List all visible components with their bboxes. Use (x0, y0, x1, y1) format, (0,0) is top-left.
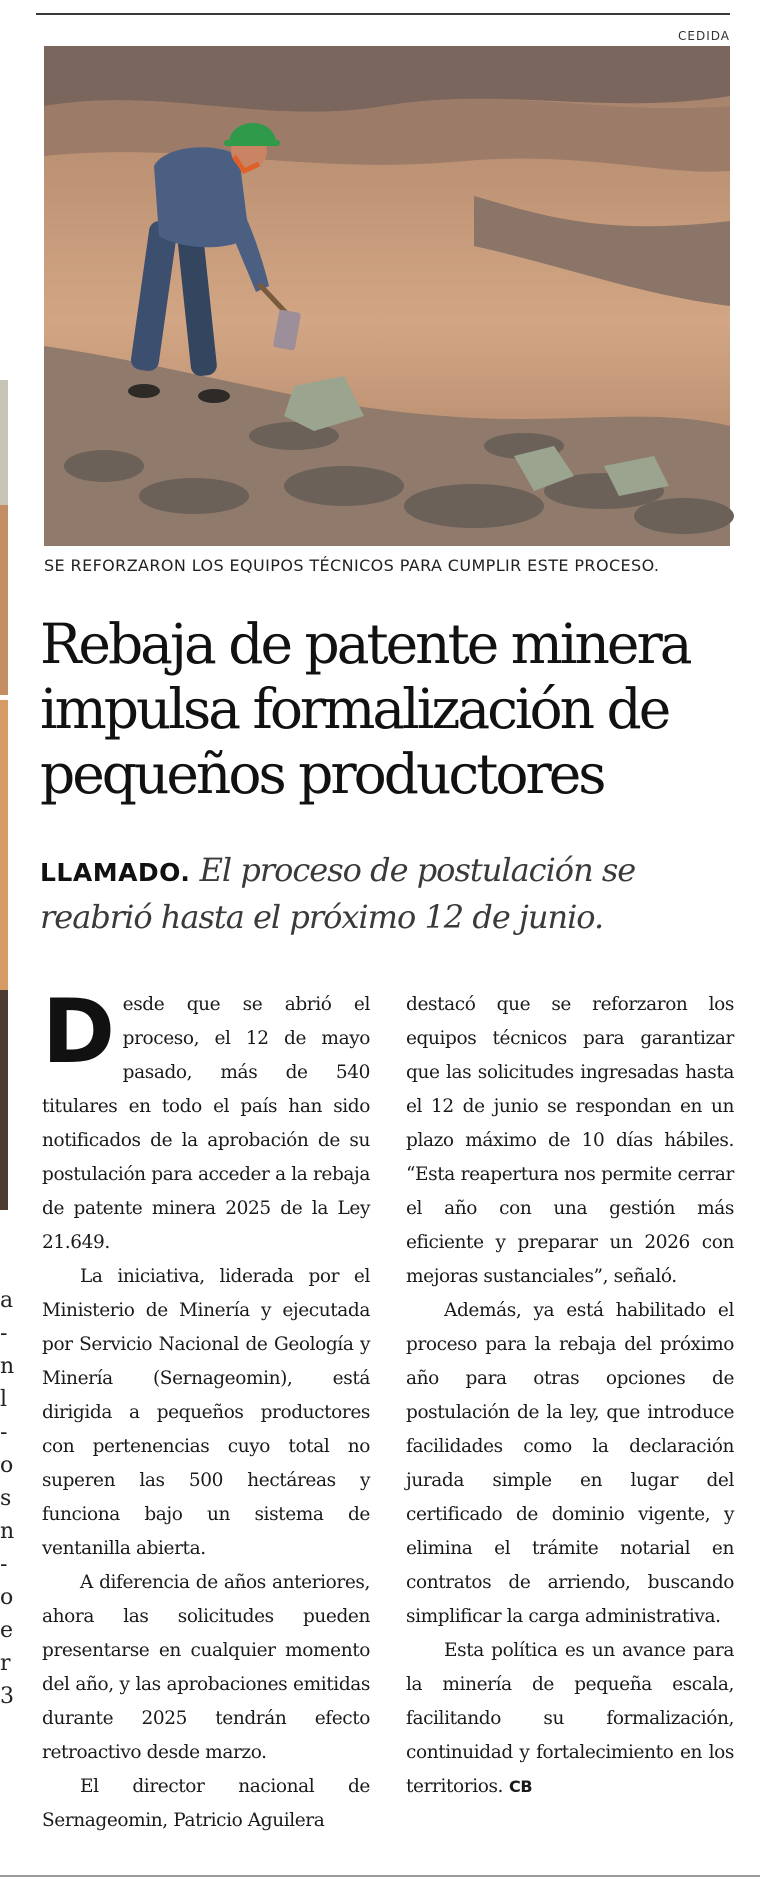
adjacent-fragment: o (0, 1453, 14, 1478)
body-paragraph-text: esde que se abrió el proceso, el 12 de mayo pasado, más de 540 titulares en todo el país han sido notificados de la aprobación de su postulación para acceder a la rebaja de patente minera 2025 de la Ley 21.649. (42, 994, 370, 1253)
adjacent-fragment: l (0, 1387, 8, 1412)
dek-label: LLAMADO. (40, 858, 191, 887)
body-paragraph (406, 1634, 734, 1804)
miner-illustration (44, 46, 730, 546)
adjacent-fragment: 3 (0, 1684, 14, 1709)
bottom-rule (0, 1875, 760, 1877)
body-paragraph: Además, ya está habilitado el proceso para la rebaja del próximo año para otras opciones de postulación de la ley, que introduce facilidades como la declaración jurada simple en lugar del certificado de dominio vigente, y elimina el trámite notarial en contratos de arriendo, buscando simplificar la carga administrativa. (406, 1300, 734, 1627)
body-paragraph: El director nacional de Sernageomin, Patricio Aguilera (42, 1776, 370, 1831)
adjacent-fragment: - (0, 1420, 8, 1445)
adjacent-photo-strip (0, 990, 8, 1210)
adjacent-photo-strip (0, 380, 8, 505)
adjacent-fragment: s (0, 1486, 12, 1511)
article-photo (44, 46, 730, 546)
adjacent-fragment: a (0, 1288, 14, 1313)
adjacent-fragment: e (0, 1618, 14, 1643)
photo-caption: SE REFORZARON LOS EQUIPOS TÉCNICOS PARA CUMPLIR ESTE PROCESO. (44, 556, 660, 575)
adjacent-fragment: n (0, 1519, 15, 1544)
photo-credit: CEDIDA (678, 29, 730, 43)
body-paragraph-text: Esta política es un avance para la minería de pequeña escala, facilitando su formalización, continuidad y fortalecimiento en los territorios. (406, 1640, 734, 1797)
body-paragraph: destacó que se reforzaron los equipos técnicos para garantizar que las solicitudes ingresadas hasta el 12 de junio se respondan en un plazo máximo de 10 días hábiles. “Esta reapertura nos permite cerrar el año con una gestión más eficiente y preparar un 2026 con mejoras sustanciales”, señaló. (406, 994, 734, 1287)
dek-text: El proceso de postulación se reabrió hasta el próximo 12 de junio. (40, 851, 636, 936)
body-column-left (42, 980, 370, 1838)
adjacent-photo-strip (0, 505, 8, 695)
top-rule (36, 13, 730, 15)
end-mark: CB (509, 1777, 533, 1796)
adjacent-fragment: o (0, 1585, 14, 1610)
adjacent-fragment: - (0, 1321, 8, 1346)
body-paragraph: La iniciativa, liderada por el Ministerio de Minería y ejecutada por Servicio Nacional de Geología y Minería (Sernageomin), está dirigida a pequeños productores con pertenencias cuyo total no superen las 500 hectáreas y funciona bajo un sistema de ventanilla abierta. (42, 1266, 370, 1559)
body-paragraph (42, 980, 370, 1260)
body-column-right (406, 988, 734, 1804)
body-paragraph: A diferencia de años anteriores, ahora las solicitudes pueden presentarse en cualquier momento del año, y las aprobaciones emitidas durante 2025 tendrán efecto retroactivo desde marzo. (42, 1572, 370, 1763)
adjacent-fragment: n (0, 1354, 15, 1379)
adjacent-article-text (0, 1284, 15, 1713)
drop-cap: D (42, 980, 115, 1083)
adjacent-photo-strip (0, 700, 8, 990)
headline: Rebaja de patente minera impulsa formalización de pequeños productores (40, 612, 690, 806)
adjacent-fragment: r (0, 1651, 11, 1676)
adjacent-fragment: - (0, 1552, 8, 1577)
dek (40, 848, 730, 939)
